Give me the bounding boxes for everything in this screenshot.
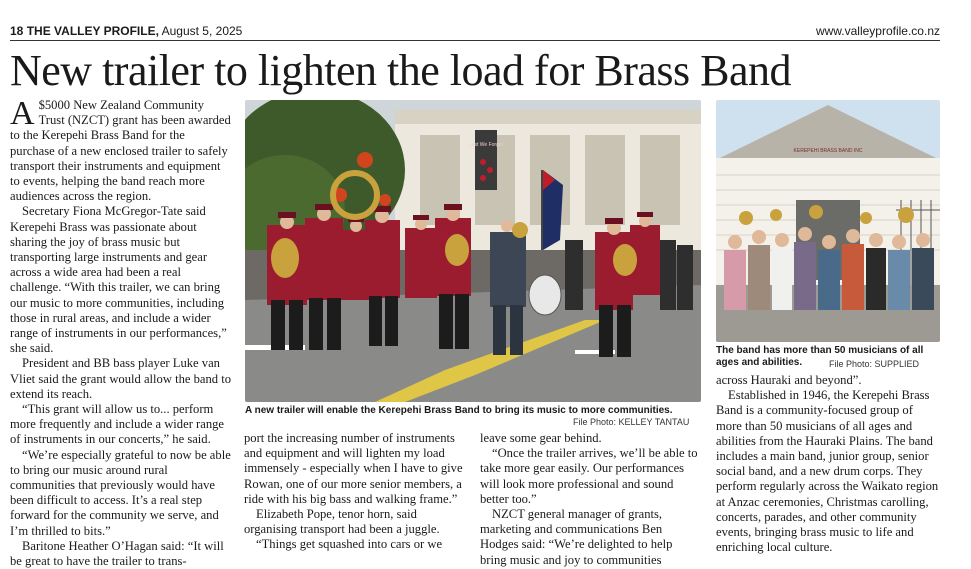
header-rule	[10, 40, 940, 41]
main-photo-credit: File Photo: KELLEY TANTAU	[573, 417, 690, 427]
article-paragraph: “This grant will allow us to... perform more frequently and include a wider range of instruments in our concerts,” he said.	[10, 402, 225, 447]
article-column-4	[716, 373, 941, 555]
article-paragraph: Baritone Heather O’Hagan said: “It will be great to have the trailer to trans-	[10, 538, 224, 569]
article-paragraph: Secretary Fiona McGregor-Tate said Kerepehi Brass was passionate about sharing the joy of brass music but transporting large instruments and gear across a wide area had been a real challenge. “With this trailer, we can bring our music to more communities, including those in rural areas, and include a wider range of instruments in our performances,” she said.	[10, 204, 227, 356]
article-paragraph: President and BB bass player Luke van Vliet said the grant would allow the band to extend its reach.	[10, 356, 232, 401]
article-column-3	[480, 431, 702, 568]
memorial-sign: Lest We Forget	[468, 142, 504, 148]
page-number: 18	[10, 24, 24, 38]
drop-cap: A	[10, 95, 35, 132]
headline: New trailer to lighten the load for Brass Band	[10, 46, 792, 95]
publication-name: THE VALLEY PROFILE,	[26, 24, 159, 38]
brass-band-parade-image	[245, 100, 701, 402]
article-paragraph: “We’re especially grateful to now be able to bring our music around rural communities that previously would have been difficult to access. It’s a real step forward for the community we serve, and I’m thrilled to bits.”	[10, 447, 231, 538]
website-link[interactable]: www.valleyprofile.co.nz	[815, 24, 940, 38]
article-paragraph: port the increasing number of instruments and equipment and will lighten my load immensely - especially when I have to give Rowan, one of our more senior members, a ride with his big bass and walking frame.”	[244, 431, 463, 506]
article-paragraph: leave some gear behind.	[480, 431, 602, 445]
side-photo-caption: The band has more than 50 musicians of all ages and abilities.	[716, 345, 924, 368]
side-photo-credit: File Photo: SUPPLIED	[829, 359, 920, 369]
article-column-1	[10, 95, 232, 569]
band-members-group-image	[716, 100, 940, 342]
article-column-2	[244, 431, 466, 553]
main-photo-caption: A new trailer will enable the Kerepehi Brass Band to bring its music to more communities.	[245, 405, 673, 416]
main-photo	[245, 100, 701, 402]
page-folio	[10, 24, 242, 38]
article-paragraph: Established in 1946, the Kerepehi Brass Band is a community-focused group of more than 50 musicians of all ages and abilities from the Hauraki Plains. The band includes a main band, junior group, senior social band, and a new drum corps. They perform regularly across the Waikato region at Anzac ceremonies, Christmas carolling, concerts, parades, and other community events, bringing brass music to life and enriching local culture.	[716, 388, 939, 555]
hall-sign: KEREPEHI BRASS BAND INC	[793, 148, 863, 154]
issue-date: August 5, 2025	[161, 24, 243, 38]
article-paragraph: NZCT general manager of grants, marketing and communications Ben Hodges said: “We’re delighted to help bring music and joy to communities	[480, 507, 673, 567]
article-paragraph: “Things get squashed into cars or we	[256, 537, 443, 552]
page-header	[10, 20, 940, 42]
article-paragraph: Elizabeth Pope, tenor horn, said organising transport had been a juggle.	[244, 507, 440, 537]
article-paragraph: A $5000 New Zealand Community Trust (NZCT) grant has been awarded to the Kerepehi Brass Band for the purchase of a new enclosed trailer to safely transport their instruments and equipment to events, helping the band reach more audiences across the region.	[10, 95, 231, 204]
article-paragraph: “Once the trailer arrives, we’ll be able to take more gear easily. Our performances will look more professional and sound better too.”	[480, 446, 698, 506]
side-photo	[716, 100, 940, 342]
article-paragraph: across Hauraki and beyond”.	[716, 373, 862, 387]
